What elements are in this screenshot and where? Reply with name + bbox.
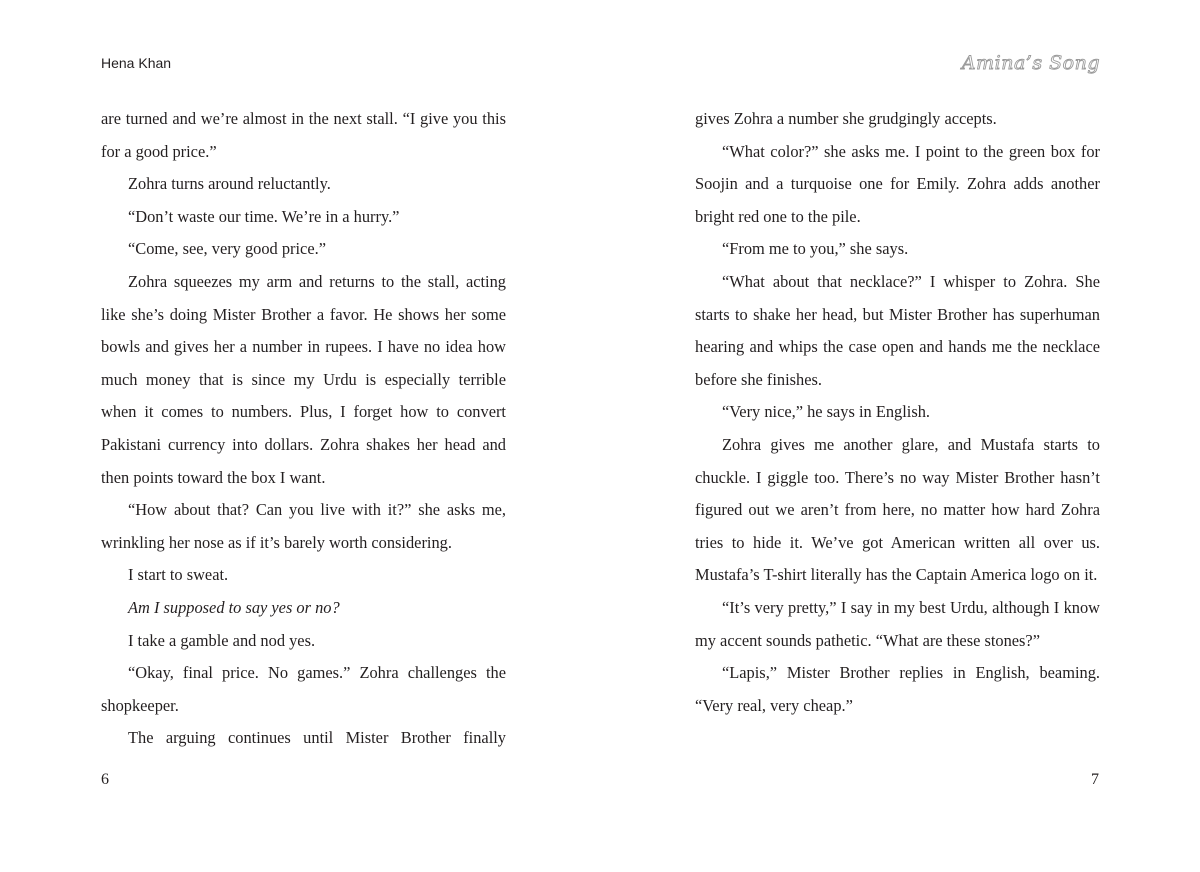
page-number-right: 7: [1091, 771, 1099, 788]
running-head-book-title: Amina’s Song: [961, 52, 1100, 74]
right-page-text: [695, 103, 1100, 722]
paragraph: “Come, see, very good price.”: [128, 239, 326, 259]
left-page-text: [101, 103, 506, 755]
paragraph: “How about that? Can you live with it?” she asks me, wrinkling her nose as if it’s barely worth considering.: [101, 500, 506, 552]
paragraph: “Don’t waste our time. We’re in a hurry.”: [128, 206, 400, 226]
paragraph: I take a gamble and nod yes.: [128, 630, 316, 650]
paragraph: Zohra turns around reluctantly.: [128, 174, 331, 194]
right-page: [600, 0, 1200, 872]
running-head-author: Hena Khan: [101, 55, 172, 71]
paragraph: “What color?” she asks me. I point to the green box for Soojin and a turquoise one for Emily. Zohra adds another bright red one to the pile.: [695, 141, 1100, 226]
paragraph-italic-thought: Am I supposed to say yes or no?: [128, 597, 340, 617]
paragraph: “Okay, final price. No games.” Zohra challenges the shopkeeper.: [101, 663, 506, 715]
paragraph: Zohra gives me another glare, and Mustafa starts to chuckle. I giggle too. There’s no way Mister Brother hasn’t figured out we aren’t from here, no matter how hard Zohra tries to hide it. We’ve got American written all over us. Mustafa’s T-shirt literally has the Captain America logo on it.: [695, 434, 1100, 585]
paragraph: Zohra squeezes my arm and returns to the stall, acting like she’s doing Mister Brother a favor. He shows her some bowls and gives her a number in rupees. I have no idea how much money that is since my Urdu is especially terrible when it comes to numbers. Plus, I forget how to convert Pakistani currency into dollars. Zohra shakes her head and then points toward the box I want.: [101, 271, 506, 487]
paragraph: “It’s very pretty,” I say in my best Urdu, although I know my accent sounds pathetic. “What are these stones?”: [695, 597, 1100, 650]
paragraph: are turned and we’re almost in the next stall. “I give you this for a good price.”: [101, 109, 506, 161]
page-number-left: 6: [101, 771, 109, 788]
paragraph: “From me to you,” she says.: [722, 239, 909, 259]
paragraph: I start to sweat.: [128, 565, 229, 585]
paragraph: “Very nice,” he says in English.: [722, 402, 931, 422]
paragraph: “Lapis,” Mister Brother replies in English, beaming. “Very real, very cheap.”: [695, 663, 1100, 715]
paragraph: The arguing continues until Mister Brother finally: [128, 728, 506, 748]
paragraph: gives Zohra a number she grudgingly accepts.: [695, 109, 997, 128]
paragraph: “What about that necklace?” I whisper to Zohra. She starts to shake her head, but Mister Brother has superhuman hearing and whips the case open and hands me the necklace before she finishes.: [695, 271, 1100, 389]
